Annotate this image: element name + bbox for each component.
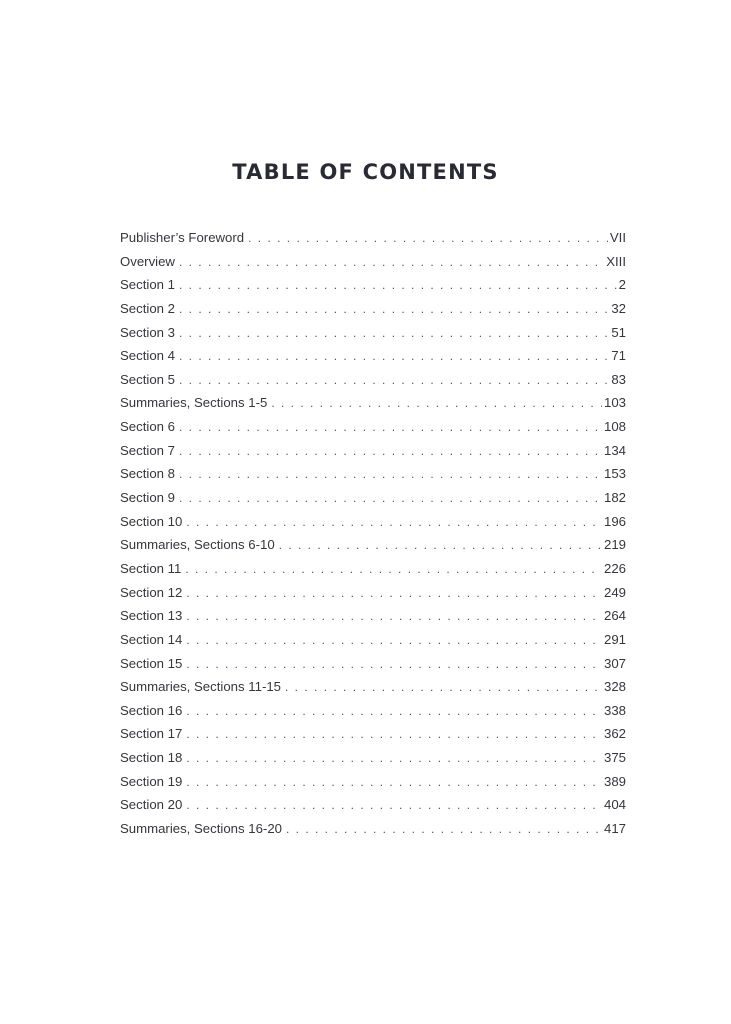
toc-entry-label: Section 4 (120, 348, 175, 364)
toc-dot-leader (186, 751, 602, 765)
toc-entry (120, 797, 626, 821)
toc-entry-label: Section 5 (120, 371, 175, 387)
toc-entry (120, 656, 626, 680)
toc-entry-label: Section 18 (120, 750, 183, 766)
toc-entry-label: Summaries, Sections 1-5 (120, 395, 268, 411)
toc-entry (120, 750, 626, 774)
toc-dot-leader (286, 822, 602, 836)
toc-dot-leader (186, 798, 602, 812)
toc-entry (120, 395, 626, 419)
toc-entry-page-number: 71 (611, 348, 626, 364)
toc-dot-leader (179, 444, 602, 458)
toc-dot-leader (179, 420, 602, 434)
toc-entry-page-number: 108 (603, 419, 626, 435)
toc-entry-label: Section 14 (120, 631, 183, 647)
toc-entry-page-number: 219 (603, 537, 626, 553)
toc-dot-leader (179, 349, 609, 363)
toc-entry-label: Section 12 (120, 584, 183, 600)
toc-entry (120, 254, 626, 278)
toc-entry-page-number: 103 (603, 395, 626, 411)
toc-entry-label: Section 16 (120, 702, 183, 718)
toc-entry (120, 774, 626, 798)
toc-entry-label: Section 1 (120, 277, 175, 293)
toc-entry-page-number: 134 (603, 442, 626, 458)
toc-entry (120, 348, 626, 372)
toc-dot-leader (279, 538, 602, 552)
page-title: TABLE OF CONTENTS (232, 160, 499, 184)
toc-dot-leader (186, 515, 602, 529)
toc-entry-page-number: 375 (603, 750, 626, 766)
toc-entry-label: Section 20 (120, 797, 183, 813)
toc-entry (120, 277, 626, 301)
toc-list (120, 230, 626, 845)
toc-entry-label: Summaries, Sections 11-15 (120, 679, 282, 695)
toc-entry-page-number: 328 (603, 679, 626, 695)
toc-entry-page-number: 83 (611, 371, 626, 387)
toc-entry-page-number: XIII (606, 253, 626, 269)
toc-entry-page-number: 249 (603, 584, 626, 600)
toc-dot-leader (285, 680, 602, 694)
toc-entry-page-number: 2 (618, 277, 626, 293)
toc-entry (120, 466, 626, 490)
toc-entry (120, 443, 626, 467)
toc-entry-page-number: 264 (603, 608, 626, 624)
toc-entry-page-number: 417 (603, 821, 626, 837)
toc-entry-label: Section 3 (120, 324, 175, 340)
toc-entry (120, 419, 626, 443)
toc-entry (120, 490, 626, 514)
toc-entry-label: Section 8 (120, 466, 175, 482)
toc-entry-label: Summaries, Sections 6-10 (120, 537, 275, 553)
toc-dot-leader (186, 633, 602, 647)
toc-entry-page-number: 51 (611, 324, 626, 340)
toc-entry-label: Section 2 (120, 300, 175, 316)
toc-entry-page-number: 226 (603, 560, 626, 576)
toc-entry (120, 372, 626, 396)
toc-entry-page-number: 291 (603, 631, 626, 647)
toc-entry-label: Section 6 (120, 419, 175, 435)
toc-entry-page-number: 389 (603, 773, 626, 789)
toc-dot-leader (179, 467, 602, 481)
toc-dot-leader (186, 727, 602, 741)
toc-entry (120, 230, 626, 254)
toc-entry-page-number: 338 (603, 702, 626, 718)
toc-entry-label: Summaries, Sections 16-20 (120, 821, 282, 837)
toc-dot-leader (271, 396, 602, 410)
toc-entry-page-number: VII (609, 230, 626, 245)
toc-entry (120, 301, 626, 325)
toc-entry (120, 679, 626, 703)
toc-entry (120, 514, 626, 538)
toc-entry-label: Section 11 (120, 560, 182, 576)
toc-dot-leader (179, 373, 609, 387)
toc-entry (120, 608, 626, 632)
toc-dot-leader (186, 609, 602, 623)
toc-entry (120, 585, 626, 609)
toc-entry-page-number: 362 (603, 726, 626, 742)
toc-entry (120, 561, 626, 585)
toc-entry (120, 726, 626, 750)
toc-dot-leader (179, 302, 609, 316)
toc-dot-leader (186, 586, 602, 600)
toc-entry-page-number: 196 (603, 513, 626, 529)
toc-entry (120, 537, 626, 561)
toc-entry-label: Publisher’s Foreword (120, 230, 245, 245)
toc-entry-label: Section 7 (120, 442, 175, 458)
toc-entry-label: Overview (120, 253, 175, 269)
toc-entry-page-number: 307 (603, 655, 626, 671)
toc-dot-leader (179, 491, 602, 505)
toc-dot-leader (185, 562, 602, 576)
toc-entry-label: Section 13 (120, 608, 183, 624)
toc-entry (120, 821, 626, 845)
toc-dot-leader (186, 704, 602, 718)
toc-entry-page-number: 153 (603, 466, 626, 482)
toc-dot-leader (179, 278, 617, 292)
toc-entry-label: Section 9 (120, 490, 175, 506)
toc-dot-leader (179, 326, 609, 340)
toc-entry-label: Section 17 (120, 726, 183, 742)
toc-entry (120, 325, 626, 349)
toc-dot-leader (186, 775, 602, 789)
toc-dot-leader (179, 255, 604, 269)
toc-entry-page-number: 32 (611, 300, 626, 316)
toc-entry-label: Section 19 (120, 773, 183, 789)
toc-dot-leader (186, 657, 602, 671)
toc-entry (120, 703, 626, 727)
toc-entry-page-number: 404 (603, 797, 626, 813)
toc-entry-label: Section 15 (120, 655, 183, 671)
toc-entry (120, 632, 626, 656)
toc-entry-page-number: 182 (603, 490, 626, 506)
toc-dot-leader (248, 231, 608, 245)
toc-entry-label: Section 10 (120, 513, 183, 529)
